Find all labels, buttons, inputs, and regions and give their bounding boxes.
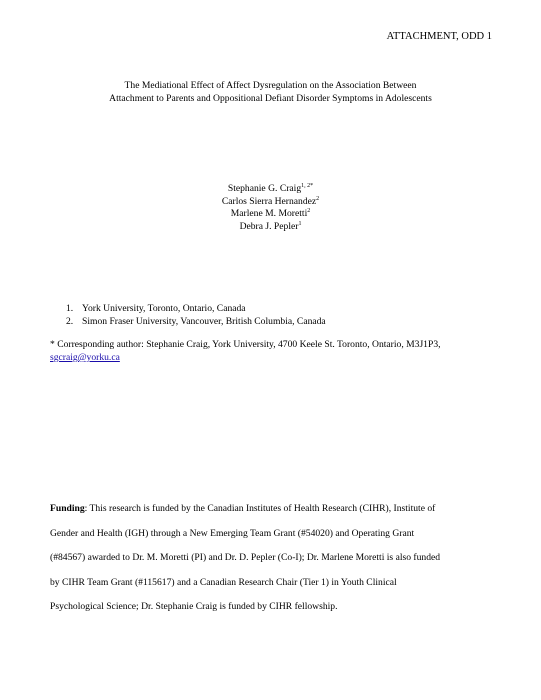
affiliation-number: 1. — [66, 303, 74, 314]
paper-title — [0, 79, 541, 105]
author-affiliation-mark: 2 — [316, 195, 320, 202]
author-affiliation-mark: 1, 2* — [301, 182, 314, 189]
author — [0, 208, 541, 221]
funding-statement — [50, 497, 498, 620]
affiliation-list — [66, 302, 326, 328]
funding-line: Gender and Health (IGH) through a New Emerging Team Grant (#54020) and Operating Grant — [50, 527, 415, 539]
title-line-1: The Mediational Effect of Affect Dysregulation on the Association Between — [124, 80, 417, 91]
affiliation-text: Simon Fraser University, Vancouver, British Columbia, Canada — [82, 316, 326, 327]
affiliation-number: 2. — [66, 316, 74, 327]
funding-line — [50, 497, 498, 522]
title-line-2: Attachment to Parents and Oppositional Defiant Disorder Symptoms in Adolescents — [109, 93, 432, 104]
author-affiliation-mark: 1 — [298, 220, 302, 227]
email-link[interactable]: sgcraig@yorku.ca — [50, 352, 120, 363]
corresponding-author — [50, 338, 498, 364]
funding-line: Psychological Science; Dr. Stephanie Craig is funded by CIHR fellowship. — [50, 601, 338, 612]
affiliation-item — [66, 315, 326, 328]
funding-line: by CIHR Team Grant (#115617) and a Canadian Research Chair (Tier 1) in Youth Clinical — [50, 576, 397, 588]
corresponding-author-text: * Corresponding author: Stephanie Craig, York University, 4700 Keele St. Toronto, Ontario, M3J1P3, — [50, 339, 441, 350]
author — [0, 183, 541, 196]
author-name: Marlene M. Moretti — [230, 208, 308, 219]
author-name: Carlos Sierra Hernandez — [221, 195, 317, 207]
funding-label: Funding — [50, 503, 85, 514]
author — [0, 221, 541, 234]
author-affiliation-mark: 2 — [307, 207, 311, 214]
author-name: Stephanie G. Craig — [227, 183, 302, 194]
affiliation-text: York University, Toronto, Ontario, Canada — [82, 303, 246, 314]
running-head: ATTACHMENT, ODD 1 — [386, 31, 492, 42]
author-name: Debra J. Pepler — [239, 220, 299, 232]
author — [0, 196, 541, 209]
funding-text: : This research is funded by the Canadian Institutes of Health Research (CIHR), Institute of — [84, 503, 436, 514]
author-list — [0, 183, 541, 233]
funding-line: (#84567) awarded to Dr. M. Moretti (PI) and Dr. D. Pepler (Co-I); Dr. Marlene Moretti is also funded — [50, 552, 441, 563]
affiliation-item — [66, 302, 326, 315]
